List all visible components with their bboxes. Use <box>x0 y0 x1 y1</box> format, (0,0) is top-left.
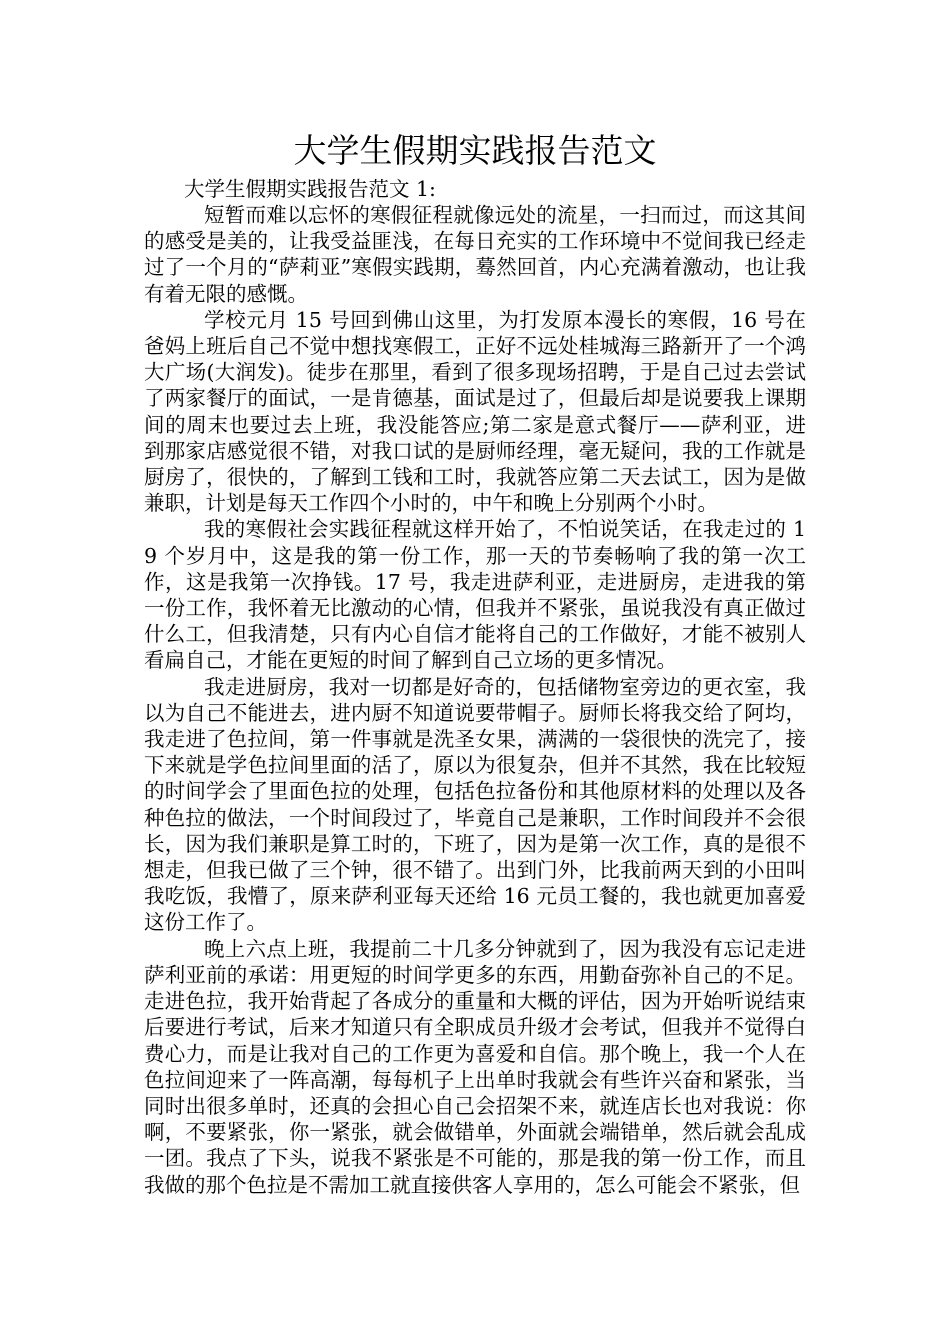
paragraph-3: 我的寒假社会实践征程就这样开始了，不怕说笑话，在我走过的 19 个岁月中，这是我的第一份工作，那一天的节奏畅响了我的第一次工作，这是我第一次挣钱。17 号，我走进萨利亚，走进厨房，走进我的第一份工作，我怀着无比激动的心情，但我并不紧张，虽说我没有真正做过什么工，但我清楚，只有内心自信才能将自己的工作做好，才能不被别人看扁自己，才能在更短的时间了解到自己立场的更多情况。 <box>144 517 806 673</box>
paragraph-4: 我走进厨房，我对一切都是好奇的，包括储物室旁边的更衣室，我以为自己不能进去，进内厨不知道说要带帽子。厨师长将我交给了阿均，我走进了色拉间，第一件事就是洗圣女果，满满的一袋很快的洗完了，接下来就是学色拉间里面的活了，原以为很复杂，但并不其然，我在比较短的时间学会了里面色拉的处理，包括色拉备份和其他原材料的处理以及各种色拉的做法，一个时间段过了，毕竟自己是兼职，工作时间段并不会很长，因为我们兼职是算工时的，下班了，因为是第一次工作，真的是很不想走，但我已做了三个钟，很不错了。出到门外，比我前两天到的小田叫我吃饭，我懵了，原来萨利亚每天还给 16 元员工餐的，我也就更加喜爱这份工作了。 <box>144 674 806 935</box>
paragraph-5: 晚上六点上班，我提前二十几多分钟就到了，因为我没有忘记走进萨利亚前的承诺：用更短的时间学更多的东西，用勤奋弥补自己的不足。走进色拉，我开始背起了各成分的重量和大概的评估，因为开始听说结束后要进行考试，后来才知道只有全职成员升级才会考试，但我并不觉得白费心力，而是让我对自己的工作更为喜爱和自信。那个晚上，我一个人在色拉间迎来了一阵高潮，每每机子上出单时我就会有些许兴奋和紧张，当同时出很多单时，还真的会担心自己会招架不来，就连店长也对我说：你啊，不要紧张，你一紧张，就会做错单，外面就会端错单，然后就会乱成一团。我点了下头，说我不紧张是不可能的，那是我的第一份工作，而且我做的那个色拉是不需加工就直接供客人享用的，怎么可能会不紧张，但 <box>144 936 806 1197</box>
document-page <box>144 128 806 1198</box>
paragraph-2: 学校元月 15 号回到佛山这里，为打发原本漫长的寒假，16 号在爸妈上班后自己不觉中想找寒假工，正好不远处桂城海三路新开了一个鸿大广场(大润发)。徒步在那里，看到了很多现场招聘，于是自己过去尝试了两家餐厅的面试，一是肯德基，面试是过了，但最后却是说要我上课期间的周末也要过去上班，我没能答应;第二家是意式餐厅——萨利亚，进到那家店感觉很不错，对我口试的是厨师经理，毫无疑问，我的工作就是厨房了，很快的，了解到工钱和工时，我就答应第二天去试工，因为是做兼职，计划是每天工作四个小时的，中午和晚上分别两个小时。 <box>144 307 806 516</box>
document-subtitle: 大学生假期实践报告范文 1: <box>184 177 436 201</box>
paragraph-1: 短暂而难以忘怀的寒假征程就像远处的流星，一扫而过，而这其间的感受是美的，让我受益匪浅，在每日充实的工作环境中不觉间我已经走过了一个月的“萨莉亚”寒假实践期，蓦然回首，内心充满着激动，也让我有着无限的感慨。 <box>144 203 806 306</box>
document-title: 大学生假期实践报告范文 <box>293 131 657 170</box>
